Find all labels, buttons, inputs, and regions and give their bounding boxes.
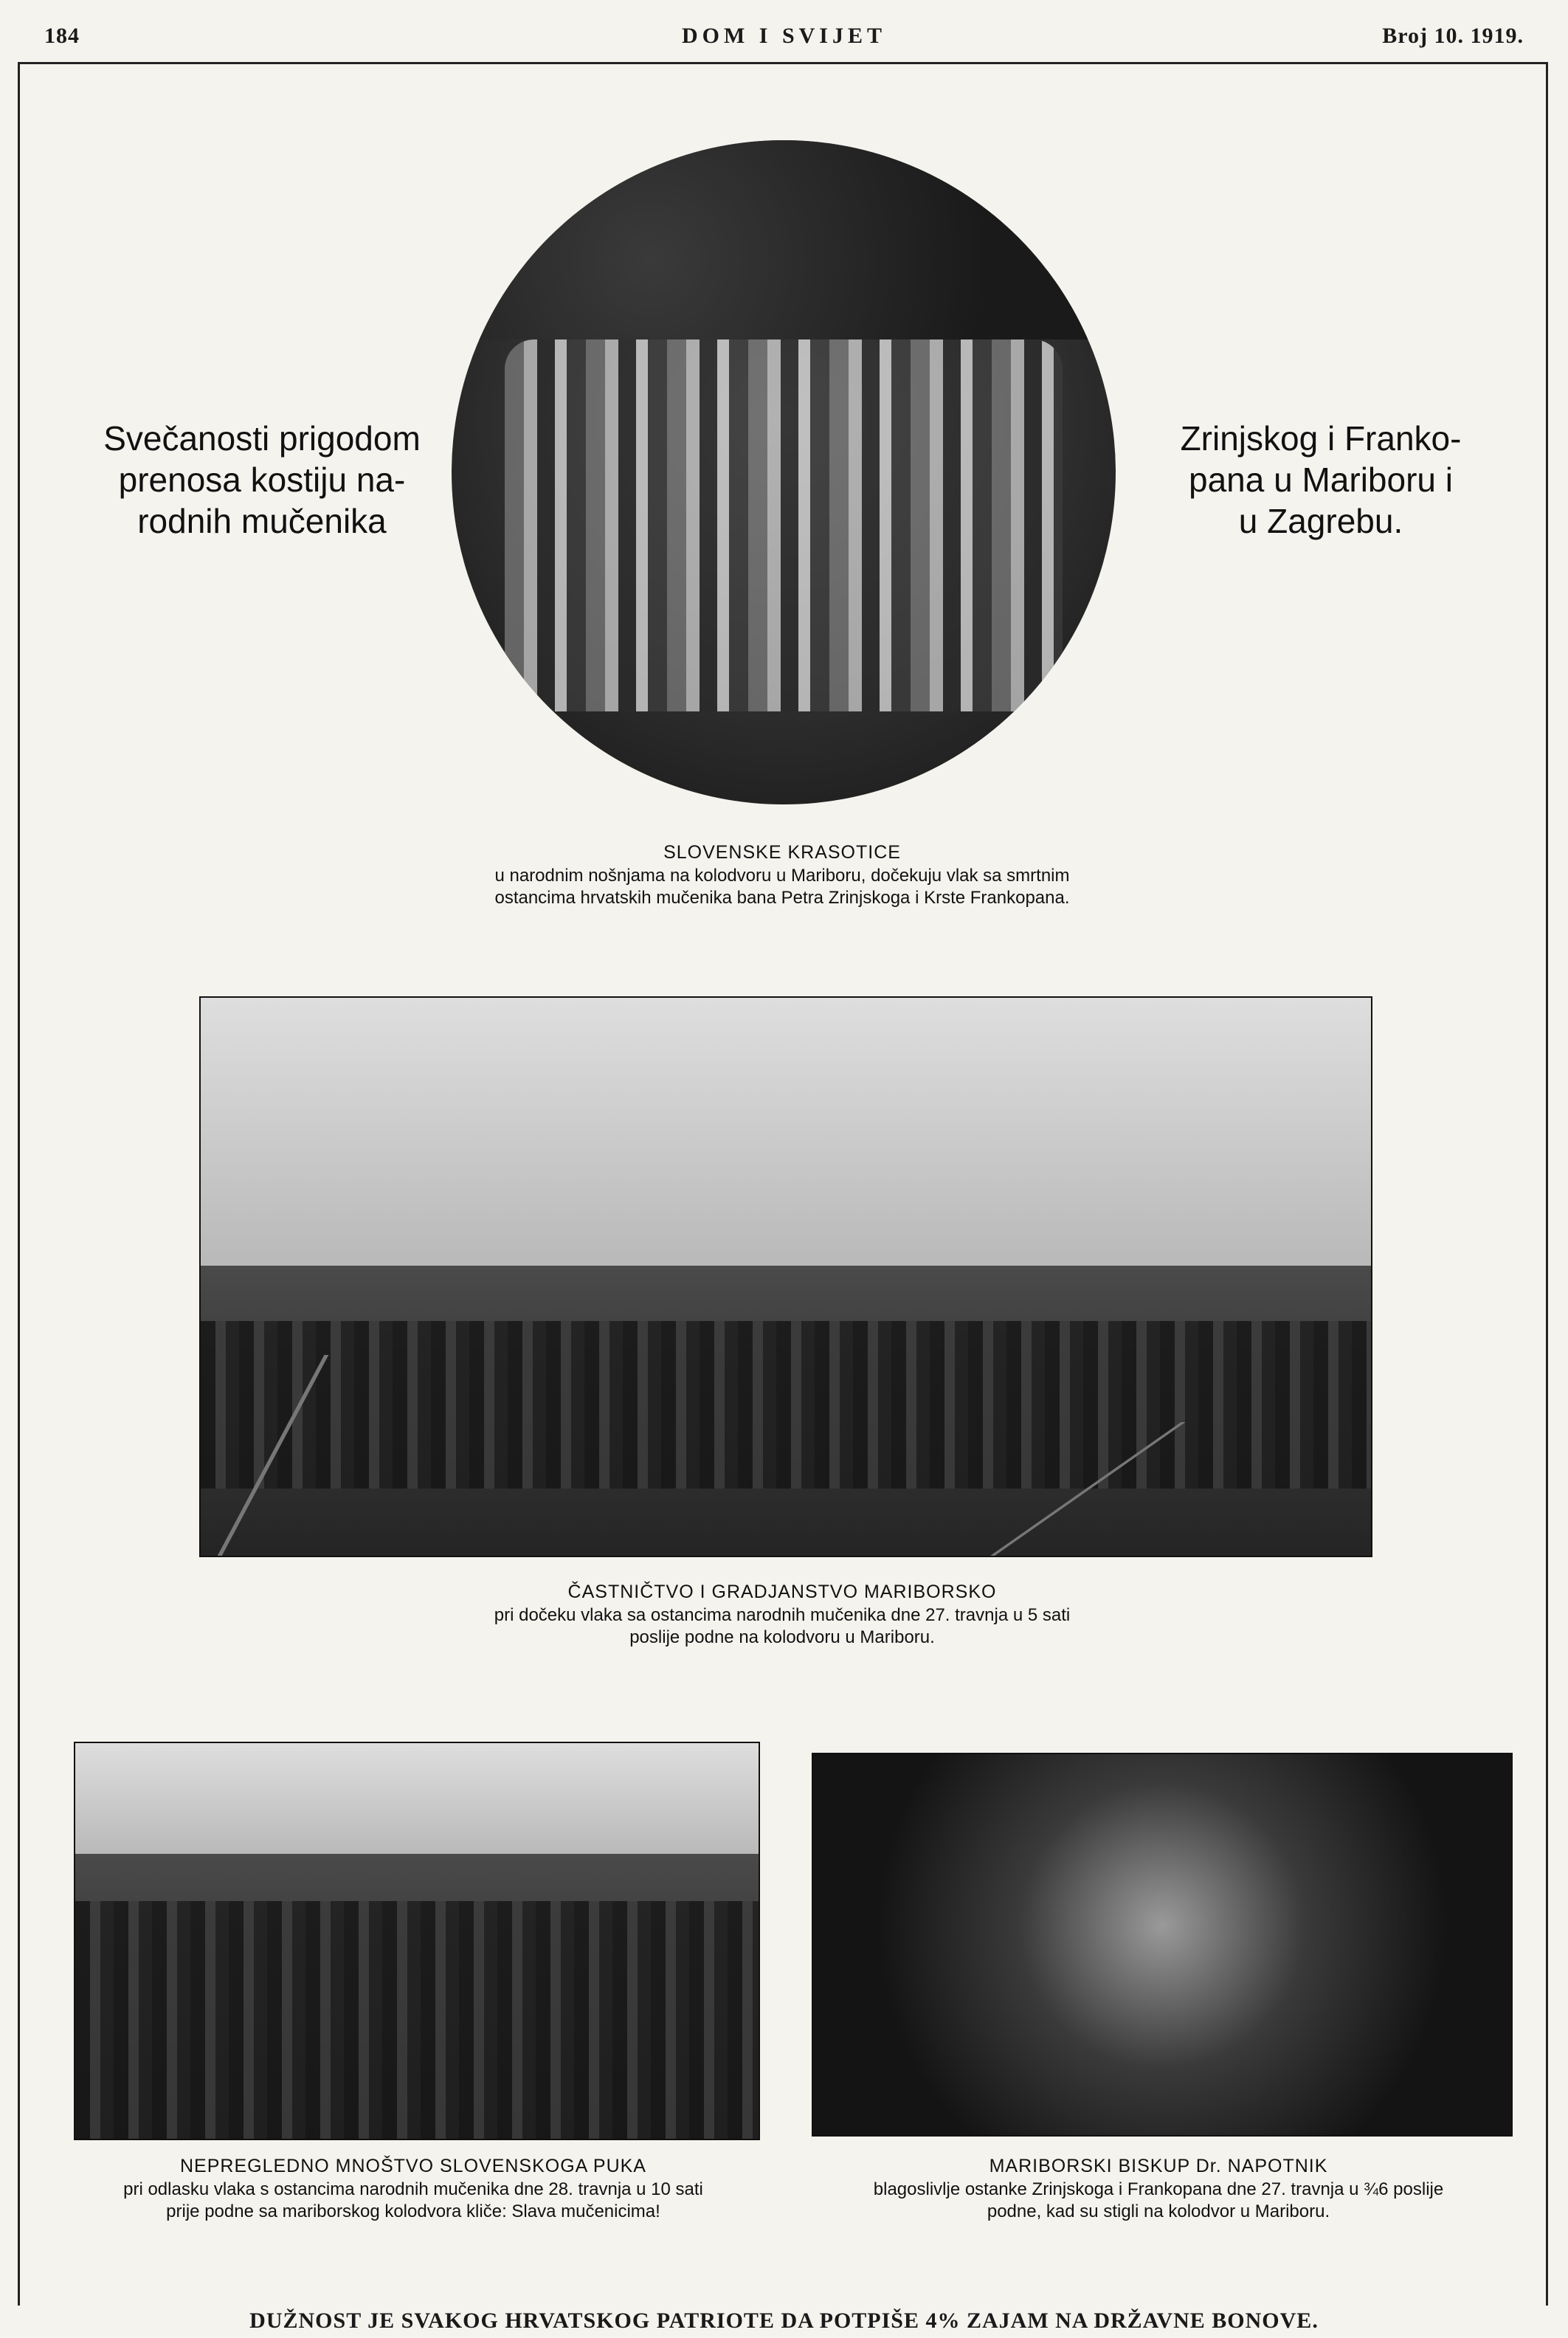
photo-sky xyxy=(201,998,1371,1266)
caption-title: SLOVENSKE KRASOTICE xyxy=(663,842,901,863)
magazine-title: DOM I SVIJET xyxy=(681,24,887,48)
photo-caption xyxy=(398,840,1166,909)
feature-title-right xyxy=(1136,418,1505,542)
feature-title-left-line: rodnih mučenika xyxy=(137,502,387,540)
feature-title-right-line: pana u Mariboru i xyxy=(1189,461,1453,499)
caption-title: MARIBORSKI BISKUP Dr. NAPOTNIK xyxy=(989,2156,1328,2176)
circular-photo-slovenian-women xyxy=(452,140,1116,804)
photo-station-crowd xyxy=(199,996,1372,1557)
feature-title-left-line: Svečanosti prigodom xyxy=(103,419,421,458)
feature-title-left xyxy=(89,418,435,542)
photo-caption xyxy=(804,2153,1513,2223)
caption-text-line: podne, kad su stigli na kolodvor u Mariboru. xyxy=(987,2201,1330,2221)
photo-foliage xyxy=(452,140,1116,339)
issue-label: Broj 10. 1919. xyxy=(1382,24,1524,48)
page-number: 184 xyxy=(44,24,80,48)
feature-title-right-line: u Zagrebu. xyxy=(1238,502,1403,540)
caption-text-line: poslije podne na kolodvoru u Mariboru. xyxy=(629,1627,935,1647)
caption-text-line: pri odlasku vlaka s ostancima narodnih mučenika dne 28. travnja u 10 sati xyxy=(123,2179,703,2199)
photo-ground xyxy=(813,1754,1511,2135)
caption-text-line: blagoslivlje ostanke Zrinjskoga i Frankopana dne 27. travnja u ¾6 poslije xyxy=(873,2179,1444,2199)
photo-caption xyxy=(413,1579,1151,1649)
photo-crowd xyxy=(201,1321,1371,1489)
photo-caption xyxy=(66,2153,760,2223)
page-header xyxy=(0,0,1568,62)
photo-figures xyxy=(505,339,1063,711)
caption-text-line: u narodnim nošnjama na kolodvoru u Mariboru, dočekuju vlak sa smrtnim xyxy=(494,866,1070,886)
caption-text-line: pri dočeku vlaka sa ostancima narodnih mučenika dne 27. travnja u 5 sati xyxy=(494,1605,1071,1625)
photo-crowd xyxy=(75,1901,759,2139)
feature-title-left-line: prenosa kostiju na- xyxy=(118,461,406,499)
caption-title: NEPREGLEDNO MNOŠTVO SLOVENSKOGA PUKA xyxy=(180,2156,646,2176)
photo-slovenian-crowd xyxy=(74,1742,760,2140)
caption-text-line: prije podne sa mariborskog kolodvora kliče: Slava mučenicima! xyxy=(166,2201,660,2221)
feature-title-right-line: Zrinjskog i Franko- xyxy=(1180,419,1462,458)
photo-sky xyxy=(75,1743,759,1854)
footer-notice: DUŽNOST JE SVAKOG HRVATSKOG PATRIOTE DA POTPIŠE 4% ZAJAM NA DRŽAVNE BONOVE. xyxy=(249,2308,1319,2333)
caption-text-line: ostancima hrvatskih mučenika bana Petra Zrinjskoga i Krste Frankopana. xyxy=(494,888,1070,908)
photo-bishop-blessing xyxy=(812,1753,1513,2137)
caption-title: ČASTNIČTVO I GRADJANSTVO MARIBORSKO xyxy=(567,1582,997,1602)
